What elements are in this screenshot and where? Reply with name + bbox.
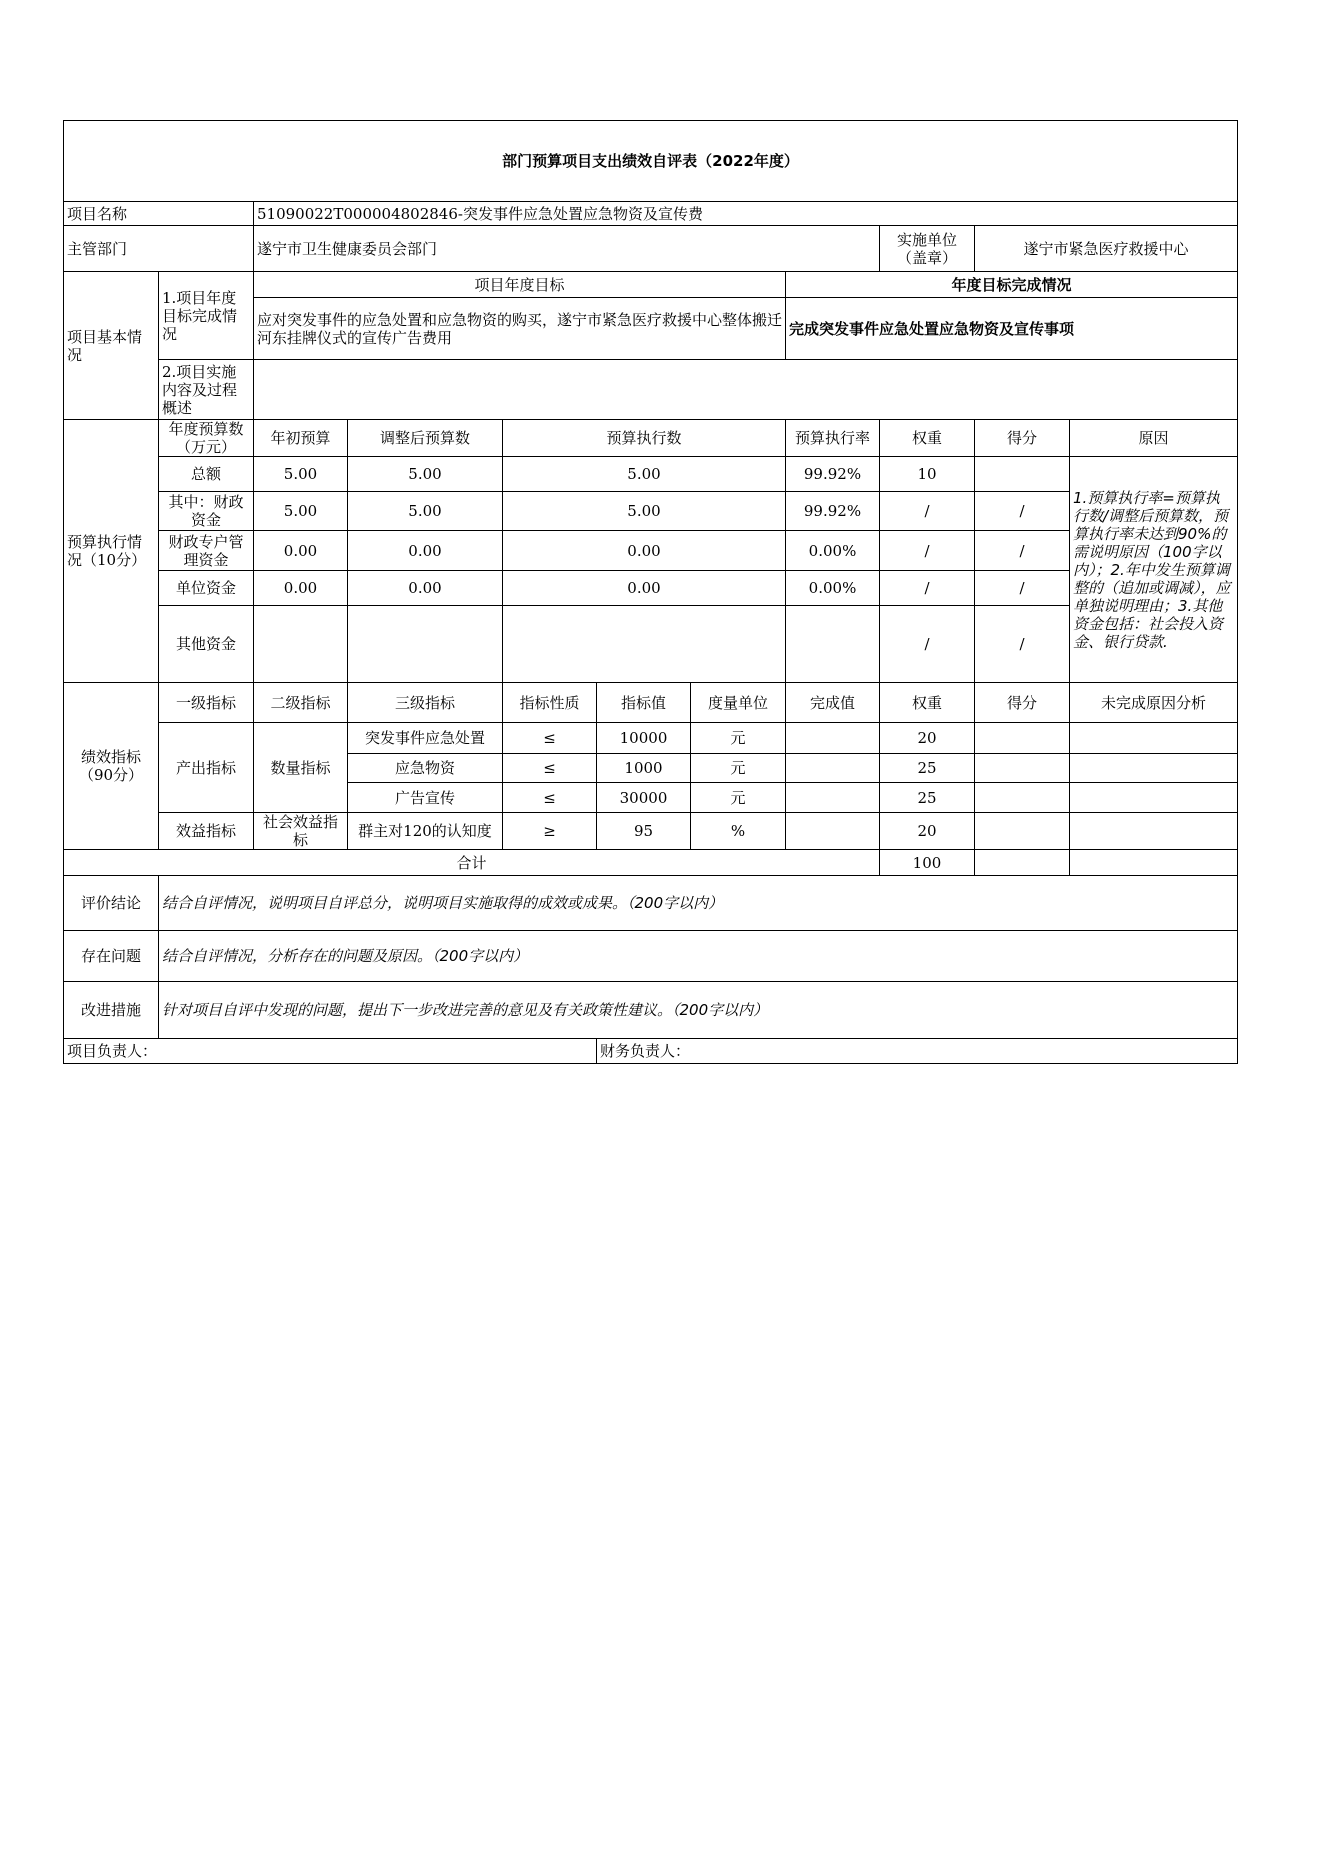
budget-header-score: 得分	[975, 420, 1070, 457]
budget-header-reason: 原因	[1070, 420, 1238, 457]
implementing-unit-label: 实施单位（盖章）	[880, 226, 975, 272]
indicator-row-value: 95	[597, 813, 691, 850]
indicator-row-value: 1000	[597, 754, 691, 783]
indicator-row-nature: ≤	[503, 723, 597, 754]
budget-row-name: 财政专户管理资金	[159, 531, 254, 571]
budget-row-score: /	[975, 492, 1070, 531]
budget-row-rate: 0.00%	[786, 571, 880, 606]
indicators-label: 绩效指标（90分）	[64, 683, 159, 850]
budget-row-executed: 0.00	[503, 571, 786, 606]
indicator-row-reason	[1070, 723, 1238, 754]
benefit-indicator-label: 效益指标	[159, 813, 254, 850]
budget-header-annual: 年度预算数（万元）	[159, 420, 254, 457]
goal-completion-header: 年度目标完成情况	[786, 272, 1238, 298]
indicator-row-nature: ≤	[503, 783, 597, 813]
problems-text: 结合自评情况，分析存在的问题及原因。（200字以内）	[159, 931, 1238, 982]
indicator-header-nature: 指标性质	[503, 683, 597, 723]
annual-goal-text: 应对突发事件的应急处置和应急物资的购买，遂宁市紧急医疗救援中心整体搬迁河东挂牌仪式的宣传广告费用	[254, 298, 786, 360]
form-title: 部门预算项目支出绩效自评表（2022年度）	[64, 121, 1238, 202]
budget-row-initial: 0.00	[254, 531, 348, 571]
indicator-header-level3: 三级指标	[348, 683, 503, 723]
budget-row-executed: 0.00	[503, 531, 786, 571]
indicator-row-nature: ≥	[503, 813, 597, 850]
conclusion-label: 评价结论	[64, 876, 159, 931]
indicator-row-done	[786, 813, 880, 850]
budget-row-score: /	[975, 606, 1070, 683]
budget-row-name: 其中：财政资金	[159, 492, 254, 531]
budget-row-score	[975, 457, 1070, 492]
budget-header-executed: 预算执行数	[503, 420, 786, 457]
social-benefit-label: 社会效益指标	[254, 813, 348, 850]
budget-row-executed: 5.00	[503, 457, 786, 492]
indicator-row-score	[975, 783, 1070, 813]
indicator-row-name: 应急物资	[348, 754, 503, 783]
budget-reason-note: 1.预算执行率=预算执行数/调整后预算数，预算执行率未达到90%的需说明原因（100字以内）；2.年中发生预算调整的（追加或调减），应单独说明理由；3.其他资金包括：社会投入资金、银行贷款.	[1070, 457, 1238, 683]
indicator-row-score	[975, 813, 1070, 850]
budget-row-initial	[254, 606, 348, 683]
output-indicator-label: 产出指标	[159, 723, 254, 813]
budget-row-adjusted: 0.00	[348, 531, 503, 571]
finance-leader-label: 财务负责人：	[597, 1039, 1238, 1064]
budget-row-executed	[503, 606, 786, 683]
budget-row-name: 总额	[159, 457, 254, 492]
budget-row-score: /	[975, 571, 1070, 606]
basic-info-label: 项目基本情况	[64, 272, 159, 420]
budget-row-adjusted: 5.00	[348, 457, 503, 492]
budget-row-weight: /	[880, 606, 975, 683]
indicator-row-name: 突发事件应急处置	[348, 723, 503, 754]
indicator-row-name: 群主对120的认知度	[348, 813, 503, 850]
budget-row-name: 其他资金	[159, 606, 254, 683]
indicator-header-score: 得分	[975, 683, 1070, 723]
conclusion-text: 结合自评情况，说明项目自评总分，说明项目实施取得的成效或成果。（200字以内）	[159, 876, 1238, 931]
indicator-row-weight: 20	[880, 723, 975, 754]
indicator-row-done	[786, 723, 880, 754]
budget-row-rate: 0.00%	[786, 531, 880, 571]
indicator-header-unit: 度量单位	[691, 683, 786, 723]
implementing-unit-value: 遂宁市紧急医疗救援中心	[975, 226, 1238, 272]
indicator-row-weight: 25	[880, 783, 975, 813]
indicator-row-name: 广告宣传	[348, 783, 503, 813]
budget-row-initial: 5.00	[254, 492, 348, 531]
budget-execution-label: 预算执行情况（10分）	[64, 420, 159, 683]
indicator-row-value: 30000	[597, 783, 691, 813]
indicator-header-level2: 二级指标	[254, 683, 348, 723]
budget-header-adjusted: 调整后预算数	[348, 420, 503, 457]
budget-row-rate: 99.92%	[786, 492, 880, 531]
budget-row-adjusted: 0.00	[348, 571, 503, 606]
budget-row-rate	[786, 606, 880, 683]
indicator-header-level1: 一级指标	[159, 683, 254, 723]
problems-label: 存在问题	[64, 931, 159, 982]
budget-header-rate: 预算执行率	[786, 420, 880, 457]
budget-row-weight: /	[880, 531, 975, 571]
indicator-header-done: 完成值	[786, 683, 880, 723]
indicator-row-weight: 25	[880, 754, 975, 783]
budget-row-weight: /	[880, 492, 975, 531]
indicator-row-value: 10000	[597, 723, 691, 754]
indicator-row-weight: 20	[880, 813, 975, 850]
indicator-row-unit: 元	[691, 723, 786, 754]
goal-completion-label: 1.项目年度目标完成情况	[159, 272, 254, 360]
annual-goal-header: 项目年度目标	[254, 272, 786, 298]
budget-row-name: 单位资金	[159, 571, 254, 606]
indicator-row-reason	[1070, 813, 1238, 850]
budget-header-initial: 年初预算	[254, 420, 348, 457]
indicator-row-reason	[1070, 783, 1238, 813]
indicator-row-unit: 元	[691, 754, 786, 783]
budget-header-weight: 权重	[880, 420, 975, 457]
total-score	[975, 850, 1070, 876]
indicator-row-reason	[1070, 754, 1238, 783]
indicator-row-unit: 元	[691, 783, 786, 813]
indicator-row-unit: %	[691, 813, 786, 850]
total-reason	[1070, 850, 1238, 876]
goal-completion-text: 完成突发事件应急处置应急物资及宣传事项	[786, 298, 1238, 360]
project-leader-label: 项目负责人：	[64, 1039, 597, 1064]
indicator-row-nature: ≤	[503, 754, 597, 783]
improvement-label: 改进措施	[64, 982, 159, 1039]
budget-row-adjusted: 5.00	[348, 492, 503, 531]
performance-evaluation-table	[63, 120, 1238, 1064]
department-value: 遂宁市卫生健康委员会部门	[254, 226, 880, 272]
project-name-value: 51090022T000004802846-突发事件应急处置应急物资及宣传费	[254, 202, 1238, 226]
budget-row-executed: 5.00	[503, 492, 786, 531]
department-label: 主管部门	[64, 226, 254, 272]
indicator-row-done	[786, 754, 880, 783]
total-weight: 100	[880, 850, 975, 876]
project-name-label: 项目名称	[64, 202, 254, 226]
indicator-row-score	[975, 754, 1070, 783]
indicator-header-weight: 权重	[880, 683, 975, 723]
process-overview-label: 2.项目实施内容及过程概述	[159, 360, 254, 420]
indicator-row-score	[975, 723, 1070, 754]
process-overview-text	[254, 360, 1238, 420]
indicator-header-value: 指标值	[597, 683, 691, 723]
total-label: 合计	[64, 850, 880, 876]
budget-row-adjusted	[348, 606, 503, 683]
budget-row-initial: 5.00	[254, 457, 348, 492]
improvement-text: 针对项目自评中发现的问题，提出下一步改进完善的意见及有关政策性建议。（200字以内）	[159, 982, 1238, 1039]
budget-row-score: /	[975, 531, 1070, 571]
indicator-row-done	[786, 783, 880, 813]
budget-row-weight: 10	[880, 457, 975, 492]
quantity-indicator-label: 数量指标	[254, 723, 348, 813]
budget-row-weight: /	[880, 571, 975, 606]
indicator-header-reason: 未完成原因分析	[1070, 683, 1238, 723]
budget-row-initial: 0.00	[254, 571, 348, 606]
budget-row-rate: 99.92%	[786, 457, 880, 492]
